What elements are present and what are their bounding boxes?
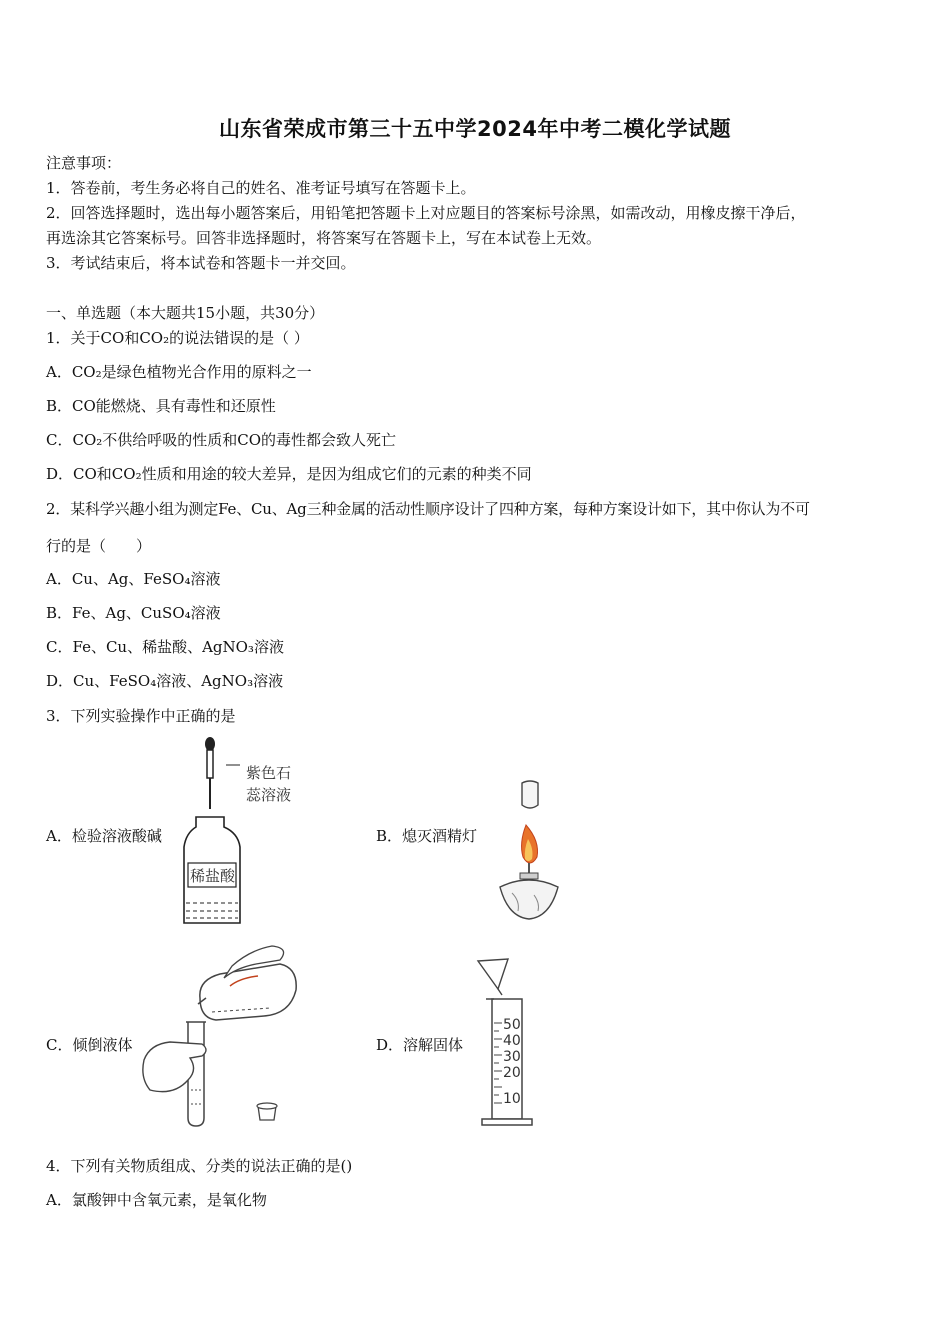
question-2-stem-continued: 行的是（ ） [46,537,152,555]
note-item: 2．回答选择题时，选出每小题答案后，用铅笔把答题卡上对应题目的答案标号涂黑，如需改动，用橡皮擦干净后， [46,204,806,222]
note-item: 再选涂其它答案标号。回答非选择题时，将答案写在答题卡上，写在本试卷上无效。 [46,229,602,247]
question-2-option-c: C．Fe、Cu、稀盐酸、AgNO₃溶液 [46,638,284,656]
question-1-option-c: C．CO₂不供给呼吸的性质和CO的毒性都会致人死亡 [46,431,397,449]
question-2-option-a: A．Cu、Ag、FeSO₄溶液 [46,570,221,588]
figure-graduated-cylinder [472,955,552,1130]
question-4-option-a: A．氯酸钾中含氧元素，是氧化物 [46,1191,267,1209]
figure-alcohol-lamp [490,775,560,925]
question-2-option-d: D．Cu、FeSO₄溶液、AgNO₃溶液 [46,672,284,690]
page-title: 山东省荣成市第三十五中学2024年中考二模化学试题 [219,117,731,141]
question-3-option-d: D．溶解固体 [376,1036,464,1054]
note-item: 1．答卷前，考生务必将自己的姓名、准考证号填写在答题卡上。 [46,179,476,197]
cylinder-tick-label: 50 [503,1017,521,1033]
question-1-option-d: D．CO和CO₂性质和用途的较大差异，是因为组成它们的元素的种类不同 [46,465,532,483]
cylinder-tick-label: 10 [503,1091,521,1107]
figure-pouring-liquid [140,940,305,1130]
cylinder-tick-label: 40 [503,1033,521,1049]
section-heading: 一、单选题（本大题共15小题，共30分） [46,304,325,322]
question-4-stem: 4．下列有关物质组成、分类的说法正确的是() [46,1157,353,1175]
question-3-option-c: C．倾倒液体 [46,1036,133,1054]
cylinder-tick-label: 30 [503,1049,521,1065]
question-3-option-b: B．熄灭酒精灯 [376,827,478,845]
note-item: 3．考试结束后，将本试卷和答题卡一并交回。 [46,254,356,272]
bottle-label: 稀盐酸 [190,867,236,885]
figure-test-solution [176,735,311,930]
dropper-label: 蕊溶液 [246,786,292,804]
question-2-option-b: B．Fe、Ag、CuSO₄溶液 [46,604,221,622]
dropper-label: 紫色石 [246,764,292,782]
cylinder-tick-label: 20 [503,1065,521,1081]
question-1-option-a: A．CO₂是绿色植物光合作用的原料之一 [46,363,312,381]
question-3-stem: 3．下列实验操作中正确的是 [46,707,236,725]
question-3-option-a: A．检验溶液酸碱 [46,827,162,845]
notes-heading: 注意事项： [46,154,122,172]
question-1-stem: 1．关于CO和CO₂的说法错误的是（ ） [46,329,309,347]
question-2-stem: 2．某科学兴趣小组为测定Fe、Cu、Ag三种金属的活动性顺序设计了四种方案，每种方案设计如下，其中你认为不可 [46,500,810,518]
question-1-option-b: B．CO能燃烧、具有毒性和还原性 [46,397,276,415]
